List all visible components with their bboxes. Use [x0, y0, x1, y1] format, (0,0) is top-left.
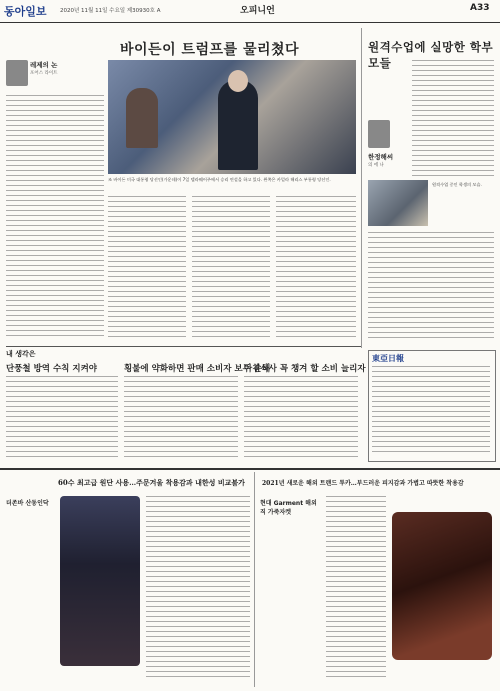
- brief-title-2: 횡불에 약화하면 판매 소비자 보두 손해: [124, 364, 271, 374]
- author-name: 레제의 논: [30, 61, 58, 69]
- right-author-name: 한정해씨: [368, 153, 394, 161]
- photo-figure-center: [218, 80, 258, 170]
- right-author-photo: [368, 120, 390, 148]
- section-name: 오피니언: [240, 6, 275, 16]
- ad-text-left: [146, 496, 250, 681]
- right-article-col1: [412, 60, 494, 180]
- photo-face: [228, 70, 248, 92]
- publisher-info: [372, 366, 490, 456]
- page-number: A33: [470, 3, 490, 13]
- brief-body-2: [124, 376, 238, 460]
- photo-figure-left: [126, 88, 158, 148]
- right-author-title: 의 에 나: [368, 163, 384, 168]
- ad-brand-right: 현대 Garment 해외직 가죽자켓: [260, 500, 317, 516]
- ad-text-right: [326, 496, 386, 681]
- column-divider: [361, 28, 362, 348]
- ad-brand-left: 더존바 산동인닥: [6, 500, 49, 507]
- main-article-col1: [6, 95, 104, 340]
- author-photo: [6, 60, 28, 86]
- brief-title-3: 아침식사 꼭 챙겨 할 소비 늘리자: [244, 364, 366, 374]
- main-photo: [108, 60, 356, 174]
- main-headline: 바이든이 트럼프를 물리쳤다: [120, 42, 300, 58]
- right-photo-caption: 원격수업 중인 학생의 모습.: [432, 182, 482, 187]
- author-title: 포어스 라이트: [30, 71, 58, 76]
- dateline: 2020년 11월 11일 수요일 제30930호 A: [60, 8, 161, 14]
- briefs-top-rule: [6, 346, 361, 347]
- main-photo-caption: 조 바이든 미국 대통령 당선인(가운데)이 7일 델라웨어주에서 승리 연설을 하고 있다. 왼쪽은 카멀라 해리스 부통령 당선인.: [108, 177, 331, 182]
- newspaper-logo: 동아일보: [4, 5, 47, 18]
- ad-column-divider: [254, 472, 255, 687]
- main-article-col3: [192, 196, 270, 340]
- brief-body-3: [244, 376, 358, 460]
- ad-product-left: [60, 496, 140, 666]
- brief-body-1: [6, 376, 118, 460]
- main-article-col4: [276, 196, 356, 340]
- ad-divider: [0, 468, 500, 470]
- ad-title-left: 60수 최고급 원단 사용…주문겨울 착용감과 내한성 비교불가: [58, 478, 245, 487]
- right-article-col2: [368, 232, 494, 340]
- publisher-name: 東亞日報: [372, 353, 404, 363]
- right-photo: [368, 180, 428, 226]
- briefs-header: 내 생각은: [6, 349, 36, 358]
- main-article-col2: [108, 196, 186, 340]
- ad-product-right: [392, 512, 492, 660]
- ad-title-right: 2021년 새로운 해외 트랜드 투카…부드러운 피지감과 가볍고 따뜻한 착용감: [262, 480, 464, 487]
- brief-title-1: 단풍철 방역 수칙 지켜야: [6, 364, 97, 374]
- right-headline: 원격수업에 실망한 학부모들: [368, 40, 494, 70]
